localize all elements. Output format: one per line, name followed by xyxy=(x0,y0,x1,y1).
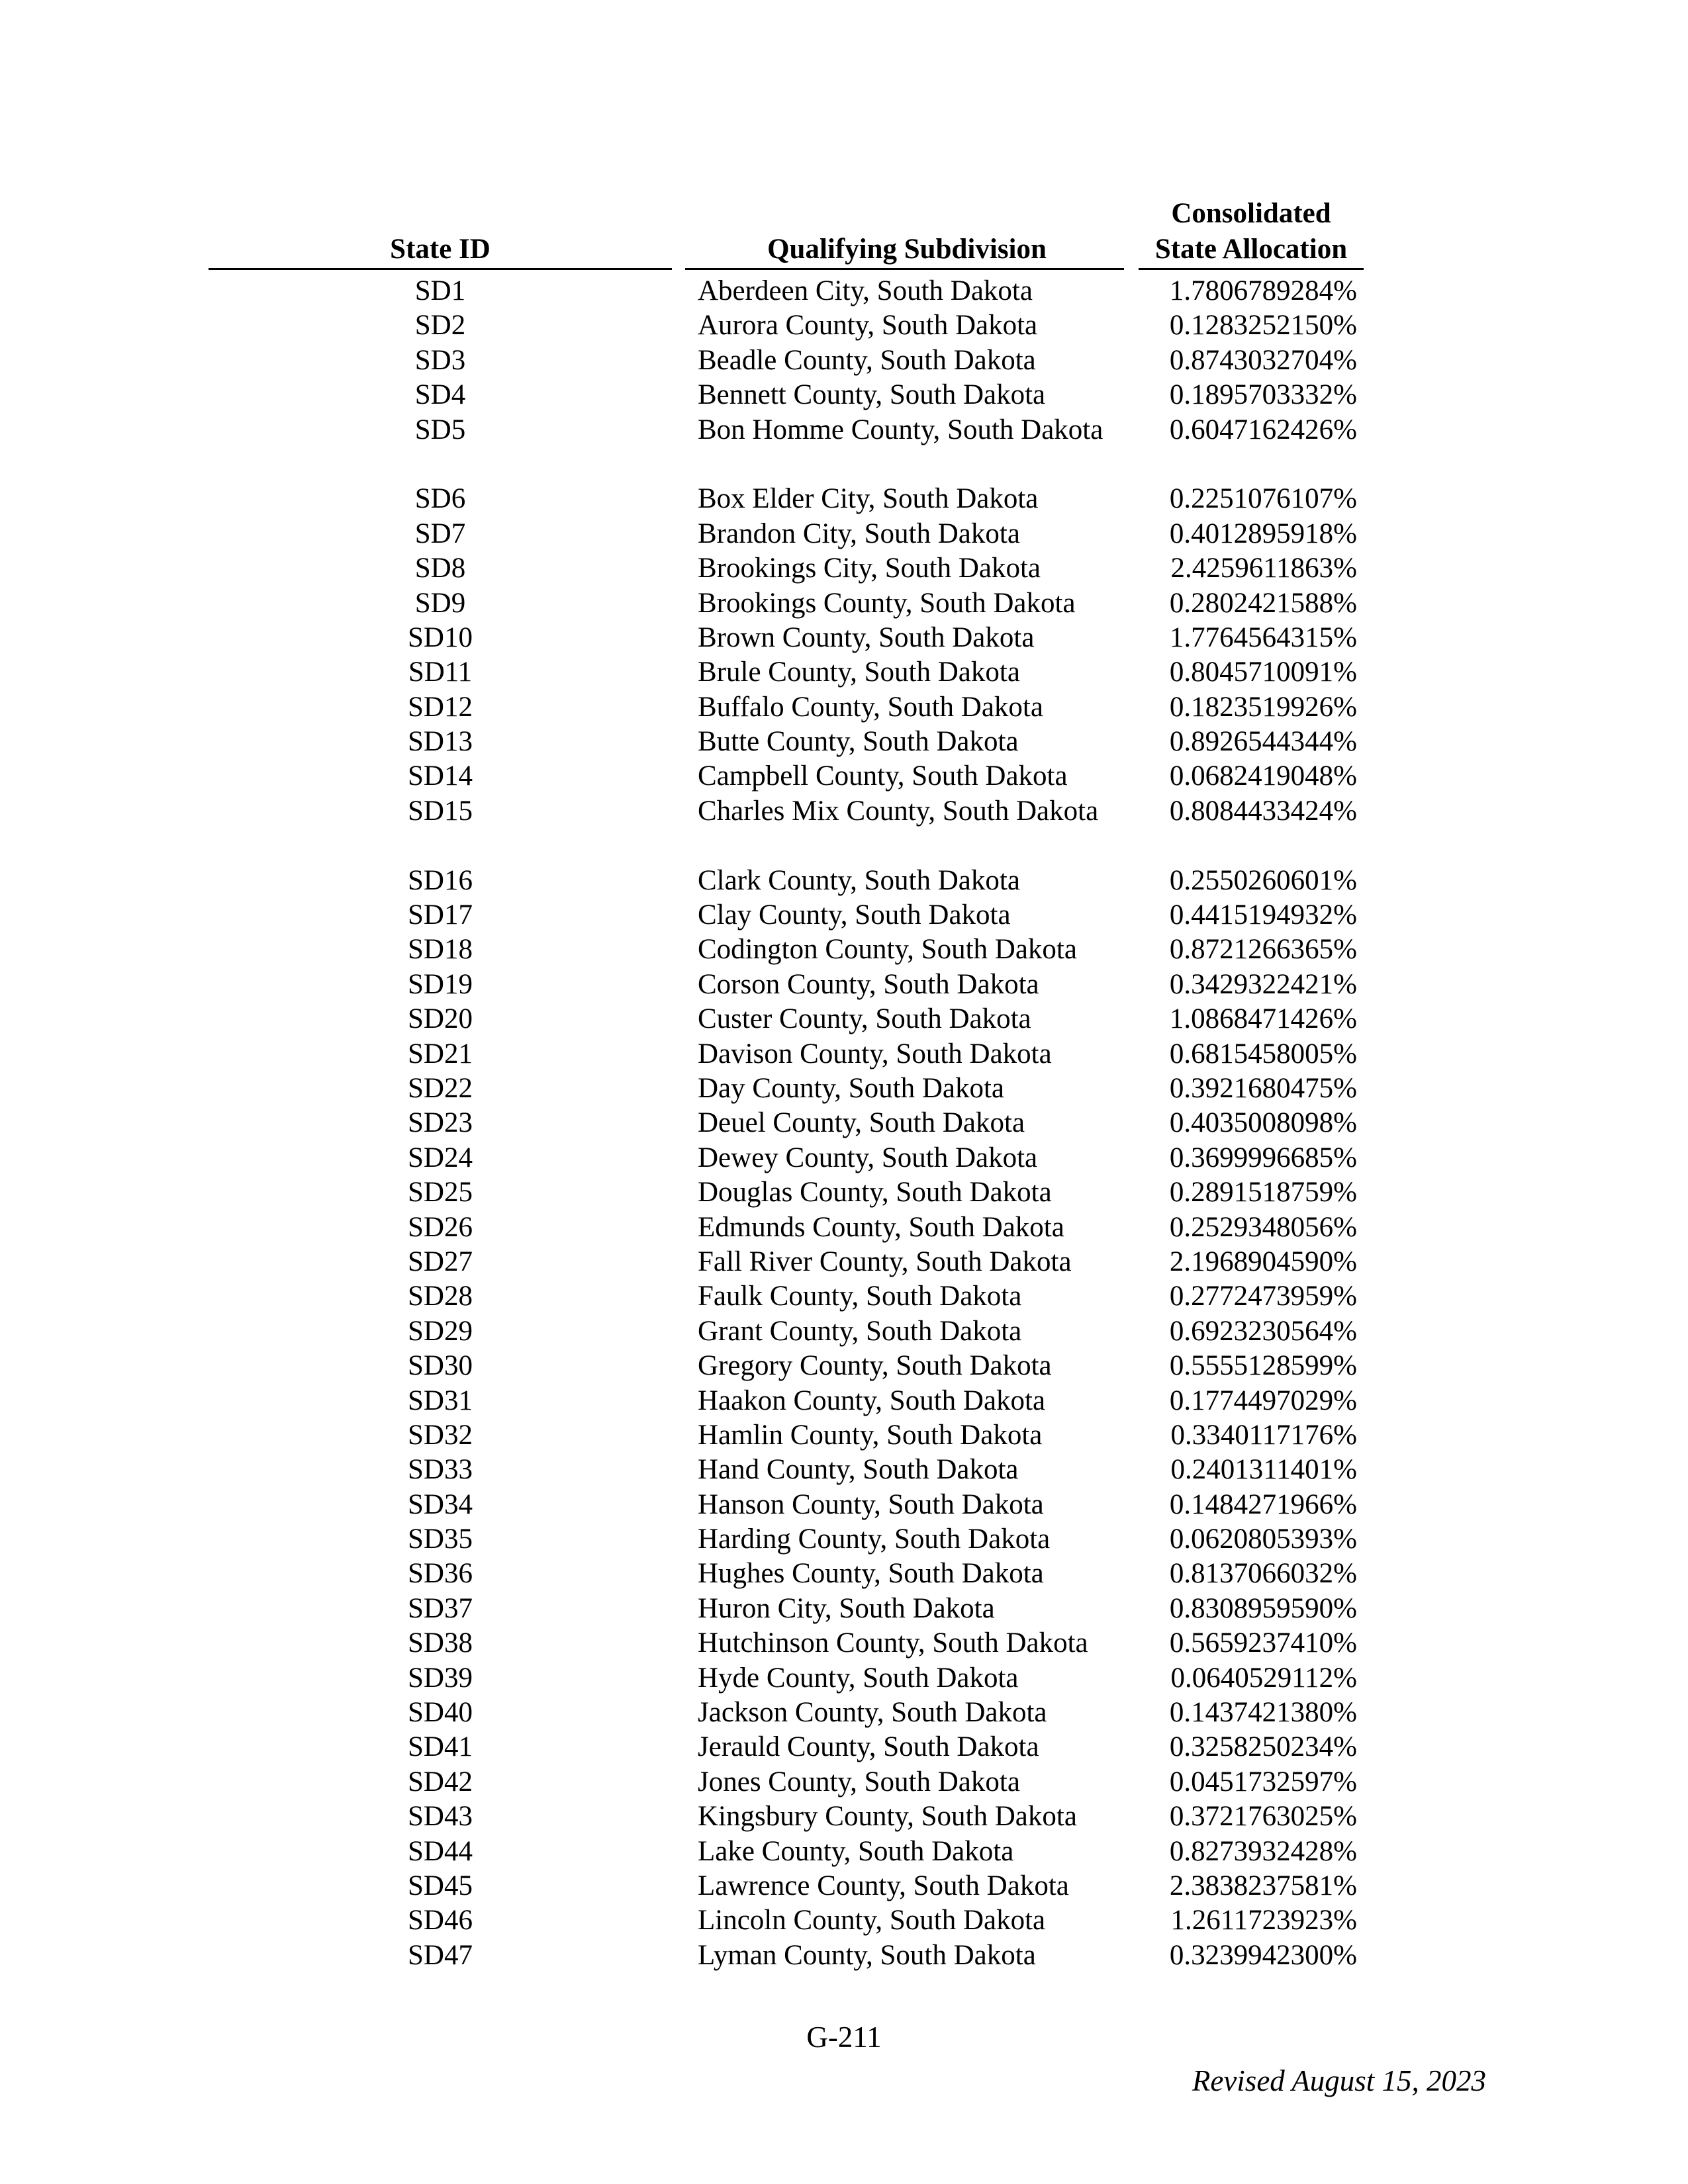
table-row xyxy=(0,1730,1688,1764)
allocation-cell: 2.4259611863% xyxy=(1170,553,1357,584)
allocation-cell: 0.3239942300% xyxy=(1169,1939,1357,1971)
header-allocation-line1: Consolidated xyxy=(1171,198,1331,229)
subdivision-cell: Hand County, South Dakota xyxy=(698,1454,1019,1486)
allocation-cell: 0.3258250234% xyxy=(1169,1731,1357,1763)
subdivision-cell: Bennett County, South Dakota xyxy=(698,379,1046,411)
table-row xyxy=(0,1696,1688,1730)
allocation-cell: 0.1895703332% xyxy=(1169,379,1357,411)
subdivision-cell: Clay County, South Dakota xyxy=(698,899,1011,931)
header-rule-allocation xyxy=(1139,268,1364,270)
allocation-cell: 0.6815458005% xyxy=(1169,1038,1357,1069)
table-row xyxy=(0,1002,1688,1036)
table-row xyxy=(0,1592,1688,1626)
state-id-cell: SD6 xyxy=(414,483,466,515)
allocation-cell: 0.1774497029% xyxy=(1169,1385,1357,1416)
subdivision-cell: Faulk County, South Dakota xyxy=(698,1281,1022,1312)
state-id-cell: SD1 xyxy=(414,275,466,306)
allocation-cell: 0.5659237410% xyxy=(1169,1627,1357,1659)
table-row xyxy=(0,1903,1688,1938)
table-row xyxy=(0,1037,1688,1071)
allocation-cell: 0.8721266365% xyxy=(1169,934,1357,966)
allocation-cell: 0.5555128599% xyxy=(1169,1350,1357,1382)
subdivision-cell: Hanson County, South Dakota xyxy=(698,1488,1044,1520)
allocation-table xyxy=(0,274,1688,1973)
header-state-id: State ID xyxy=(390,234,491,265)
allocation-cell: 0.3340117176% xyxy=(1170,1419,1357,1451)
subdivision-cell: Lyman County, South Dakota xyxy=(698,1939,1036,1971)
subdivision-cell: Kingsbury County, South Dakota xyxy=(698,1801,1077,1833)
subdivision-cell: Fall River County, South Dakota xyxy=(698,1246,1072,1277)
subdivision-cell: Aurora County, South Dakota xyxy=(698,310,1038,341)
table-row xyxy=(0,586,1688,621)
allocation-cell: 0.2891518759% xyxy=(1169,1177,1357,1208)
allocation-cell: 0.0451732597% xyxy=(1169,1766,1357,1797)
allocation-cell: 0.6047162426% xyxy=(1169,414,1357,445)
table-row xyxy=(0,1141,1688,1175)
subdivision-cell: Brookings City, South Dakota xyxy=(698,553,1041,584)
header-allocation-line2: State Allocation xyxy=(1154,234,1348,265)
allocation-cell: 0.0640529112% xyxy=(1170,1662,1357,1694)
allocation-cell: 1.2611723923% xyxy=(1170,1905,1357,1936)
table-row xyxy=(0,725,1688,759)
allocation-cell: 1.7806789284% xyxy=(1169,275,1357,306)
table-row xyxy=(0,655,1688,690)
subdivision-cell: Dewey County, South Dakota xyxy=(698,1142,1038,1173)
state-id-cell: SD43 xyxy=(408,1801,473,1833)
state-id-cell: SD13 xyxy=(408,726,473,758)
state-id-cell: SD40 xyxy=(408,1697,473,1729)
state-id-cell: SD3 xyxy=(414,344,466,376)
table-row xyxy=(0,968,1688,1002)
subdivision-cell: Beadle County, South Dakota xyxy=(698,344,1036,376)
subdivision-cell: Jones County, South Dakota xyxy=(698,1766,1020,1797)
state-id-cell: SD34 xyxy=(408,1488,473,1520)
subdivision-cell: Buffalo County, South Dakota xyxy=(698,691,1043,723)
table-row xyxy=(0,274,1688,308)
state-id-cell: SD24 xyxy=(408,1142,473,1173)
subdivision-cell: Butte County, South Dakota xyxy=(698,726,1019,758)
allocation-cell: 0.3699996685% xyxy=(1169,1142,1357,1173)
allocation-cell: 0.0620805393% xyxy=(1169,1524,1357,1555)
table-row xyxy=(0,343,1688,378)
allocation-cell: 0.2550260601% xyxy=(1169,864,1357,896)
table-row xyxy=(0,378,1688,412)
allocation-cell: 0.3921680475% xyxy=(1169,1073,1357,1105)
table-row xyxy=(0,1661,1688,1696)
subdivision-cell: Aberdeen City, South Dakota xyxy=(698,275,1033,306)
state-id-cell: SD38 xyxy=(408,1627,473,1659)
table-row xyxy=(0,933,1688,967)
table-row xyxy=(0,1210,1688,1245)
table-row xyxy=(0,621,1688,655)
table-row xyxy=(0,1418,1688,1453)
table-row xyxy=(0,1106,1688,1140)
table-row xyxy=(0,308,1688,343)
subdivision-cell: Hughes County, South Dakota xyxy=(698,1558,1044,1590)
state-id-cell: SD26 xyxy=(408,1211,473,1243)
table-row xyxy=(0,1488,1688,1522)
state-id-cell: SD15 xyxy=(408,795,473,827)
state-id-cell: SD31 xyxy=(408,1385,473,1416)
table-row xyxy=(0,1279,1688,1314)
state-id-cell: SD33 xyxy=(408,1454,473,1486)
state-id-cell: SD19 xyxy=(408,968,473,1000)
state-id-cell: SD23 xyxy=(408,1107,473,1139)
subdivision-cell: Huron City, South Dakota xyxy=(698,1592,995,1624)
state-id-cell: SD22 xyxy=(408,1073,473,1105)
table-row xyxy=(0,759,1688,794)
subdivision-cell: Jerauld County, South Dakota xyxy=(698,1731,1039,1763)
subdivision-cell: Lawrence County, South Dakota xyxy=(698,1870,1069,1901)
table-row xyxy=(0,898,1688,933)
state-id-cell: SD17 xyxy=(408,899,473,931)
state-id-cell: SD18 xyxy=(408,934,473,966)
state-id-cell: SD5 xyxy=(414,414,466,445)
allocation-cell: 0.4415194932% xyxy=(1169,899,1357,931)
allocation-cell: 0.8045710091% xyxy=(1169,657,1357,688)
subdivision-cell: Box Elder City, South Dakota xyxy=(698,483,1039,515)
state-id-cell: SD41 xyxy=(408,1731,473,1763)
allocation-cell: 0.2802421588% xyxy=(1169,587,1357,619)
table-row xyxy=(0,1349,1688,1383)
page-number: G-211 xyxy=(806,2021,882,2054)
table-row xyxy=(0,1522,1688,1557)
allocation-cell: 0.8273932428% xyxy=(1169,1835,1357,1867)
subdivision-cell: Harding County, South Dakota xyxy=(698,1524,1051,1555)
table-row xyxy=(0,1175,1688,1210)
state-id-cell: SD11 xyxy=(408,657,473,688)
state-id-cell: SD44 xyxy=(408,1835,473,1867)
subdivision-cell: Lake County, South Dakota xyxy=(698,1835,1014,1867)
allocation-cell: 0.3429322421% xyxy=(1169,968,1357,1000)
table-row xyxy=(0,551,1688,586)
subdivision-cell: Deuel County, South Dakota xyxy=(698,1107,1025,1139)
header-consolidated-state-allocation xyxy=(1139,196,1364,267)
subdivision-cell: Grant County, South Dakota xyxy=(698,1315,1022,1347)
table-row xyxy=(0,864,1688,898)
allocation-cell: 0.2251076107% xyxy=(1169,483,1357,515)
subdivision-cell: Brandon City, South Dakota xyxy=(698,518,1020,549)
state-id-cell: SD35 xyxy=(408,1524,473,1555)
table-row xyxy=(0,482,1688,516)
allocation-cell: 0.8084433424% xyxy=(1169,795,1357,827)
subdivision-cell: Hyde County, South Dakota xyxy=(698,1662,1019,1694)
state-id-cell: SD21 xyxy=(408,1038,473,1069)
subdivision-cell: Campbell County, South Dakota xyxy=(698,760,1068,792)
allocation-cell: 0.2401311401% xyxy=(1170,1454,1357,1486)
subdivision-cell: Hutchinson County, South Dakota xyxy=(698,1627,1088,1659)
allocation-cell: 0.2772473959% xyxy=(1169,1281,1357,1312)
subdivision-cell: Codington County, South Dakota xyxy=(698,934,1077,966)
table-row xyxy=(0,1557,1688,1591)
header-rule-state-id xyxy=(209,268,672,270)
state-id-cell: SD28 xyxy=(408,1281,473,1312)
subdivision-cell: Douglas County, South Dakota xyxy=(698,1177,1052,1208)
subdivision-cell: Jackson County, South Dakota xyxy=(698,1697,1047,1729)
state-id-cell: SD32 xyxy=(408,1419,473,1451)
subdivision-cell: Edmunds County, South Dakota xyxy=(698,1211,1064,1243)
table-row xyxy=(0,1869,1688,1903)
subdivision-cell: Davison County, South Dakota xyxy=(698,1038,1052,1069)
allocation-cell: 1.0868471426% xyxy=(1169,1003,1357,1035)
state-id-cell: SD39 xyxy=(408,1662,473,1694)
table-row xyxy=(0,1799,1688,1834)
state-id-cell: SD2 xyxy=(414,310,466,341)
state-id-cell: SD16 xyxy=(408,864,473,896)
state-id-cell: SD9 xyxy=(414,587,466,619)
allocation-cell: 2.1968904590% xyxy=(1169,1246,1357,1277)
allocation-cell: 0.4012895918% xyxy=(1169,518,1357,549)
state-id-cell: SD25 xyxy=(408,1177,473,1208)
state-id-cell: SD45 xyxy=(408,1870,473,1901)
state-id-cell: SD20 xyxy=(408,1003,473,1035)
table-row xyxy=(0,690,1688,725)
state-id-cell: SD4 xyxy=(414,379,466,411)
state-id-cell: SD8 xyxy=(414,553,466,584)
allocation-cell: 0.2529348056% xyxy=(1169,1211,1357,1243)
table-row xyxy=(0,794,1688,864)
state-id-cell: SD7 xyxy=(414,518,466,549)
state-id-cell: SD46 xyxy=(408,1905,473,1936)
table-row xyxy=(0,1626,1688,1661)
state-id-cell: SD30 xyxy=(408,1350,473,1382)
state-id-cell: SD37 xyxy=(408,1592,473,1624)
subdivision-cell: Brookings County, South Dakota xyxy=(698,587,1076,619)
table-row xyxy=(0,1453,1688,1487)
allocation-cell: 1.7764564315% xyxy=(1169,621,1357,653)
allocation-cell: 0.4035008098% xyxy=(1169,1107,1357,1139)
subdivision-cell: Custer County, South Dakota xyxy=(698,1003,1031,1035)
allocation-cell: 0.6923230564% xyxy=(1169,1315,1357,1347)
allocation-cell: 2.3838237581% xyxy=(1169,1870,1357,1901)
subdivision-cell: Haakon County, South Dakota xyxy=(698,1385,1046,1416)
subdivision-cell: Hamlin County, South Dakota xyxy=(698,1419,1043,1451)
state-id-cell: SD14 xyxy=(408,760,473,792)
allocation-cell: 0.8743032704% xyxy=(1169,344,1357,376)
allocation-cell: 0.3721763025% xyxy=(1169,1801,1357,1833)
subdivision-cell: Brown County, South Dakota xyxy=(698,621,1035,653)
table-row xyxy=(0,1938,1688,1973)
subdivision-cell: Charles Mix County, South Dakota xyxy=(698,795,1099,827)
table-row xyxy=(0,1071,1688,1106)
revision-date: Revised August 15, 2023 xyxy=(1192,2064,1486,2097)
allocation-cell: 0.8926544344% xyxy=(1169,726,1357,758)
state-id-cell: SD27 xyxy=(408,1246,473,1277)
subdivision-cell: Clark County, South Dakota xyxy=(698,864,1020,896)
allocation-cell: 0.1437421380% xyxy=(1169,1697,1357,1729)
table-row xyxy=(0,517,1688,551)
state-id-cell: SD10 xyxy=(408,621,473,653)
table-row xyxy=(0,1384,1688,1418)
subdivision-cell: Day County, South Dakota xyxy=(698,1073,1005,1105)
state-id-cell: SD36 xyxy=(408,1558,473,1590)
allocation-cell: 0.8308959590% xyxy=(1169,1592,1357,1624)
allocation-cell: 0.1823519926% xyxy=(1169,691,1357,723)
subdivision-cell: Brule County, South Dakota xyxy=(698,657,1020,688)
subdivision-cell: Lincoln County, South Dakota xyxy=(698,1905,1046,1936)
subdivision-cell: Corson County, South Dakota xyxy=(698,968,1039,1000)
table-row xyxy=(0,413,1688,482)
header-qualifying-subdivision: Qualifying Subdivision xyxy=(767,234,1047,265)
table-row xyxy=(0,1835,1688,1869)
state-id-cell: SD12 xyxy=(408,691,473,723)
state-id-cell: SD29 xyxy=(408,1315,473,1347)
table-row xyxy=(0,1314,1688,1349)
allocation-cell: 0.0682419048% xyxy=(1169,760,1357,792)
allocation-cell: 0.8137066032% xyxy=(1169,1558,1357,1590)
subdivision-cell: Bon Homme County, South Dakota xyxy=(698,414,1103,445)
allocation-cell: 0.1283252150% xyxy=(1169,310,1357,341)
subdivision-cell: Gregory County, South Dakota xyxy=(698,1350,1052,1382)
state-id-cell: SD47 xyxy=(408,1939,473,1971)
table-row xyxy=(0,1765,1688,1799)
table-row xyxy=(0,1245,1688,1279)
state-id-cell: SD42 xyxy=(408,1766,473,1797)
allocation-cell: 0.1484271966% xyxy=(1169,1488,1357,1520)
header-rule-subdivision xyxy=(685,268,1124,270)
